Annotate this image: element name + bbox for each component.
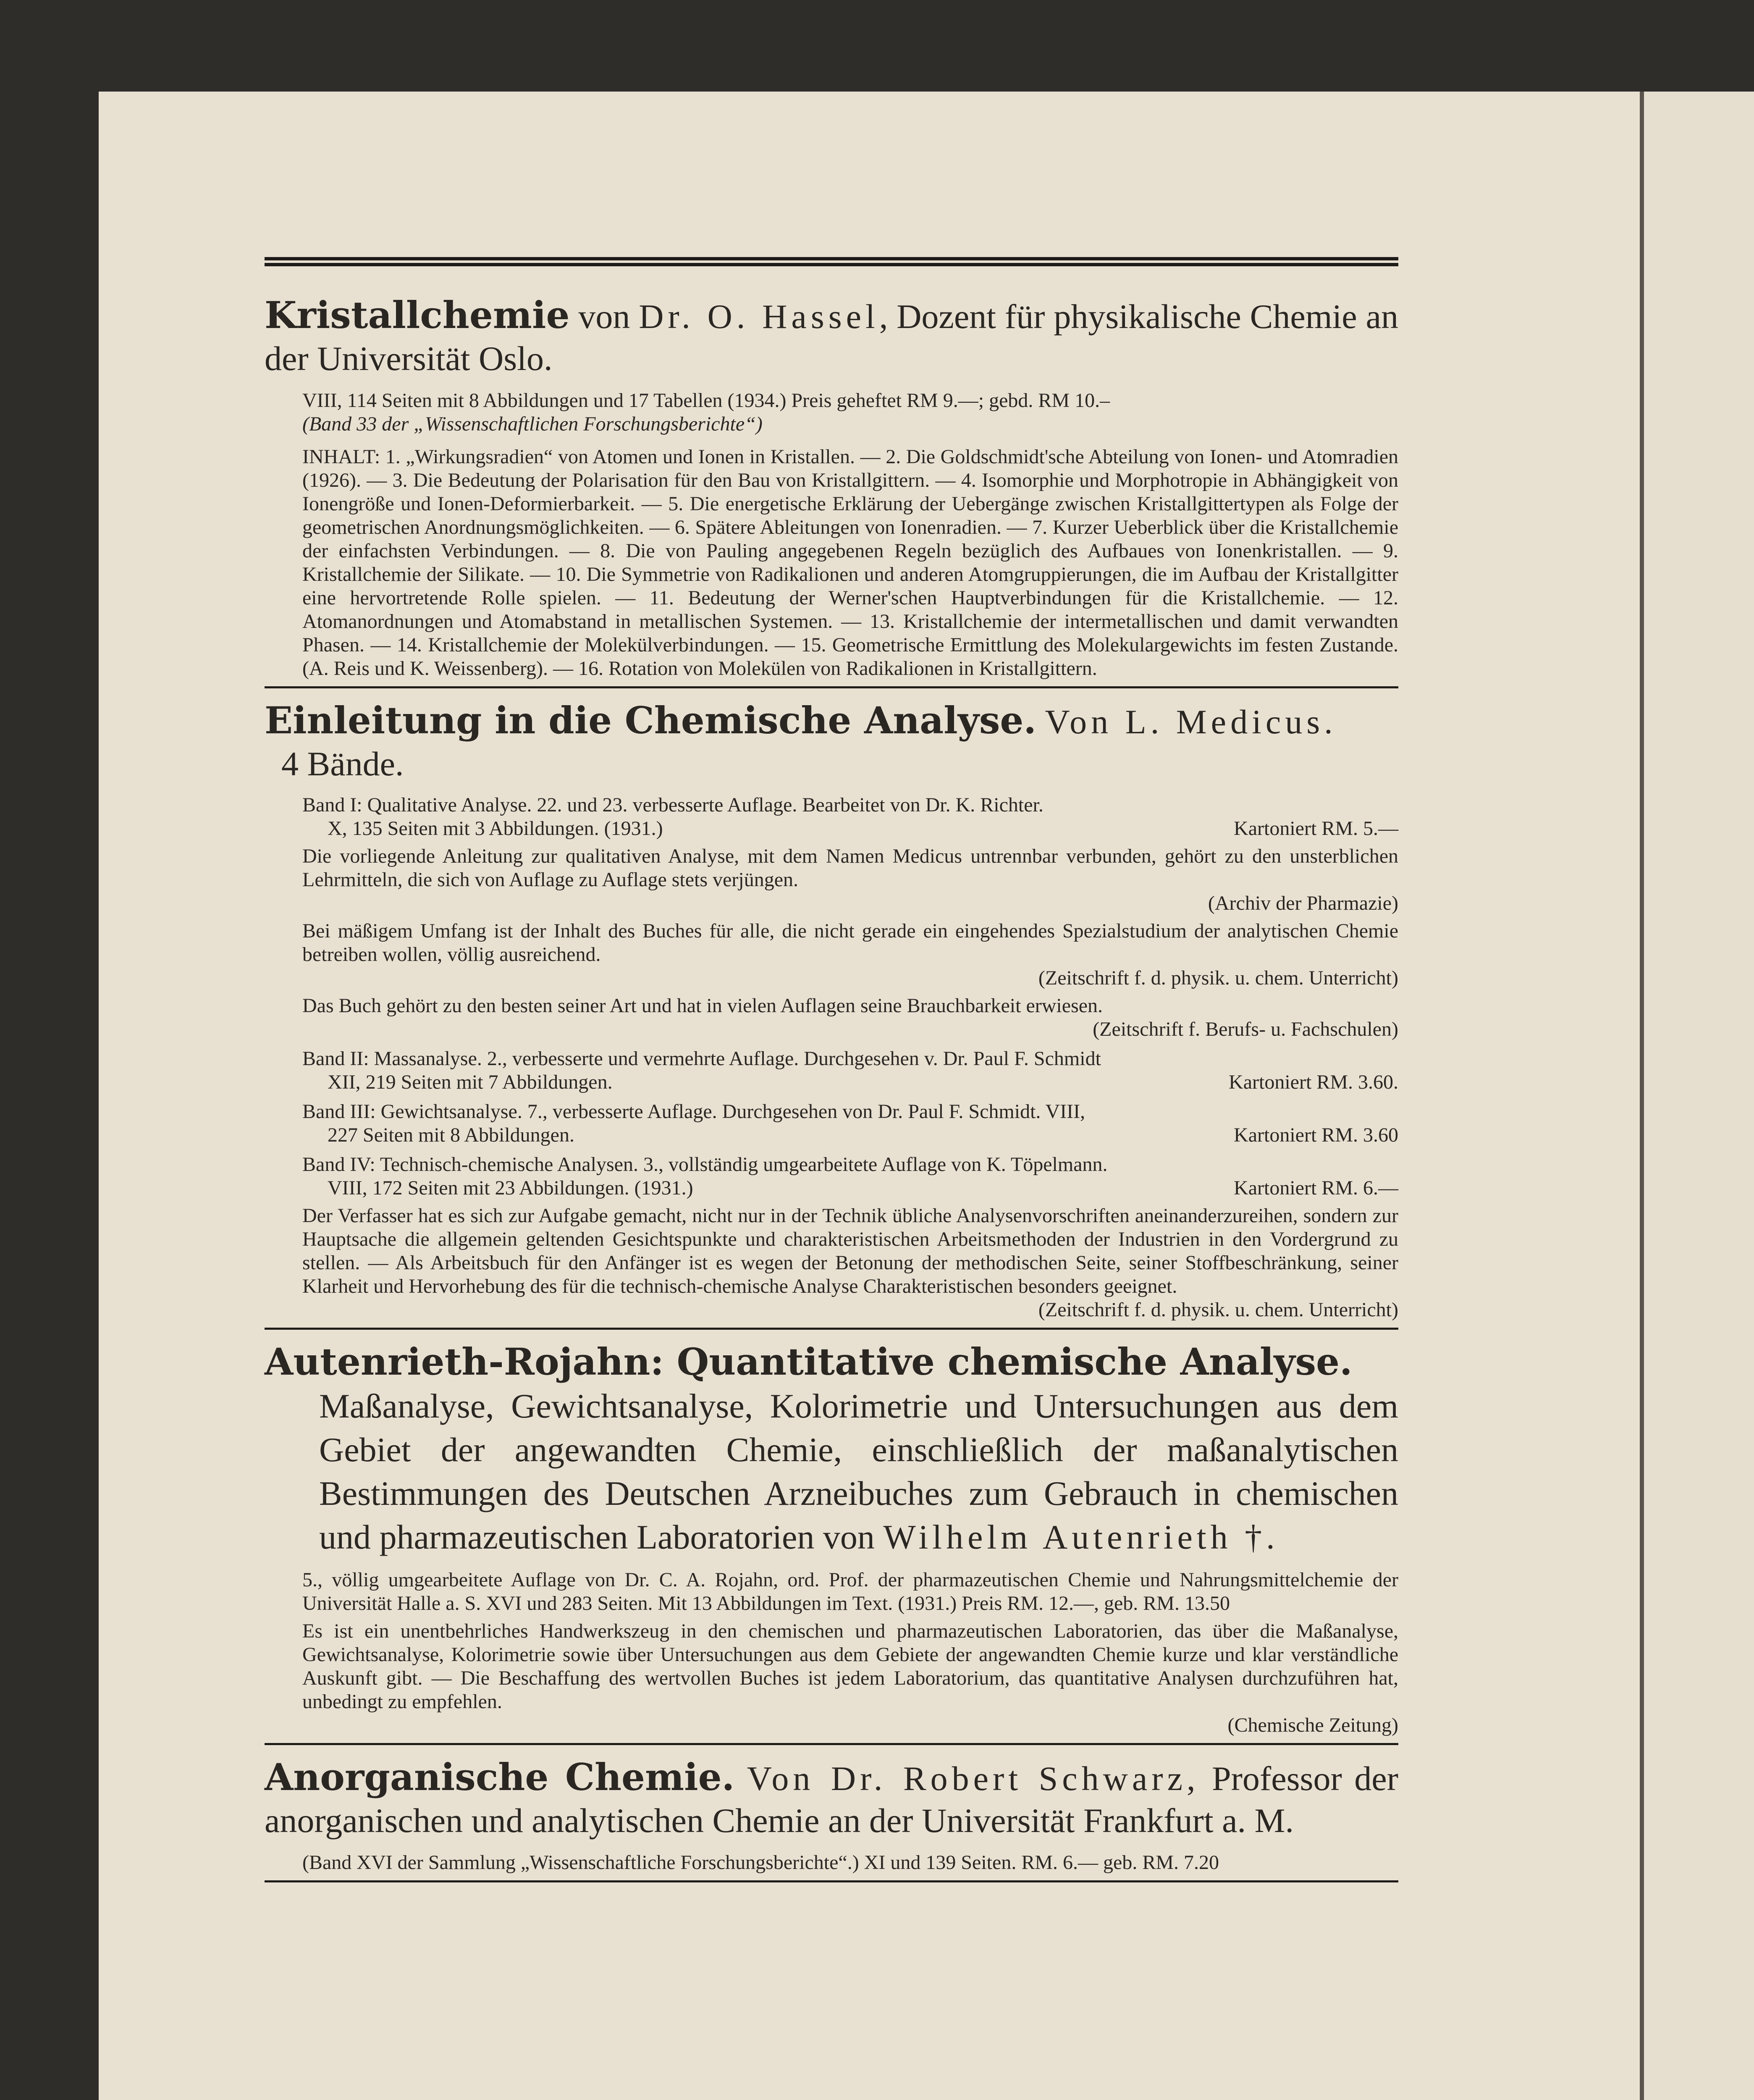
review-quote: Bei mäßigem Umfang ist der Inhalt des Buches für alle, die nicht gerade ein eingehendes Spezialstudium der analytischen Chemie betreiben wollen, völlig ausreichend.: [302, 920, 1398, 966]
entry-kristallchemie: [265, 294, 1398, 680]
entry-details: 5., völlig umgearbeitete Auflage von Dr. C. A. Rojahn, ord. Prof. der pharmazeutischen Chemie und Nahrungsmittelchemie der Universität Halle a. S. XVI und 283 Seiten. Mit 13 Abbildungen im Text. (1931.) Preis RM. 12.—, geb. RM. 13.50: [302, 1569, 1398, 1614]
entry-author: Dr. O. Hassel: [639, 297, 879, 336]
volume-line: Band II: Massanalyse. 2., verbesserte und vermehrte Auflage. Durchgesehen v. Dr. Paul F. Schmidt: [302, 1047, 1101, 1070]
entry-author: Von L. Medicus.: [1045, 703, 1337, 741]
entry-author: Von Dr. Robert Schwarz,: [747, 1759, 1200, 1798]
volume-price: Kartoniert RM. 6.—: [1234, 1177, 1398, 1199]
review-source: (Zeitschrift f. Berufs- u. Fachschulen): [1093, 1018, 1398, 1040]
entry-separator: [265, 1880, 1398, 1882]
volume-price: Kartoniert RM. 5.—: [1234, 817, 1398, 840]
review-source: (Chemische Zeitung): [1227, 1714, 1398, 1736]
entry-medicus: [265, 699, 1398, 1322]
entry-headline: [265, 1756, 1398, 1842]
volume-line: Band I: Qualitative Analyse. 22. und 23. verbesserte Auflage. Bearbeitet von Dr. K. Richter.: [302, 794, 1043, 816]
entry-title: Kristallchemie: [265, 293, 570, 337]
review-quote: Der Verfasser hat es sich zur Aufgabe gemacht, nicht nur in der Technik übliche Analysenvorschriften aneinanderzureihen, sondern zur Hauptsache die allgemein geltenden Gesichtspunkte und charakteristischen Arbeitsmethoden der Industrien in den Vordergrund zu stellen. — Als Arbeitsbuch für den Anfänger ist es wegen der Betonung der methodischen Seite, seiner Stoffbeschränkung, seiner Klarheit und Hervorhebung des für die technisch-chemische Analyse Charakteristischen besonders geeignet.: [302, 1205, 1398, 1297]
entry-separator: [265, 686, 1398, 688]
volume-2: [265, 1047, 1398, 1094]
review-source: (Zeitschrift f. d. physik. u. chem. Unterricht): [1038, 1299, 1398, 1321]
review-quote: Das Buch gehört zu den besten seiner Art und hat in vielen Auflagen seine Brauchbarkeit erwiesen.: [302, 995, 1103, 1017]
entry-separator: [265, 1743, 1398, 1745]
volume-price: Kartoniert RM. 3.60: [1234, 1124, 1398, 1146]
page-gutter: [1640, 92, 1644, 2100]
entry-details: VIII, 114 Seiten mit 8 Abbildungen und 17 Tabellen (1934.) Preis geheftet RM 9.—; gebd. RM 10.–: [302, 389, 1110, 412]
review-quote: Es ist ein unentbehrliches Handwerkszeug in den chemischen und pharmazeutischen Laboratorien, das über die Maßanalyse, Gewichtsanalyse, Kolorimetrie sowie über Untersuchungen aus dem Gebiete der angewandten Chemie kurze und klar verständliche Auskunft gibt. — Die Beschaffung des wertvollen Buches ist jedem Laboratorium, das quantitative Analysen durchzuführen hat, unbedingt zu empfehlen.: [302, 1620, 1398, 1713]
entry-byline: von: [578, 297, 630, 336]
volume-line: Band IV: Technisch-chemische Analysen. 3., vollständig umgearbeitete Auflage von K. Töpelmann.: [302, 1153, 1108, 1176]
volume-pages: X, 135 Seiten mit 3 Abbildungen. (1931.): [328, 817, 663, 840]
entry-series: (Band 33 der „Wissenschaftlichen Forschungsberichte“): [302, 413, 763, 435]
top-double-rule: [265, 257, 1398, 266]
volume-pages: 227 Seiten mit 8 Abbildungen.: [328, 1124, 574, 1146]
volume-pages: VIII, 172 Seiten mit 23 Abbildungen. (1931.): [328, 1177, 693, 1199]
entry-schwarz: [265, 1756, 1398, 1874]
entry-affiliation: , Dozent für physikalische Chemie an der Universität Oslo.: [265, 297, 1398, 378]
review-source: (Zeitschrift f. d. physik. u. chem. Unterricht): [1038, 967, 1398, 989]
volume-1: [265, 793, 1398, 840]
entry-author: Wilhelm Autenrieth †.: [883, 1518, 1279, 1556]
entry-title: Einleitung in die Chemische Analyse.: [265, 698, 1037, 742]
volume-3: [265, 1100, 1398, 1147]
entry-contents: INHALT: 1. „Wirkungsradien“ von Atomen und Ionen in Kristallen. — 2. Die Goldschmidt'sche Abteilung von Ionen- und Atomradien (1926). — 3. Die Bedeutung der Polarisation für den Bau von Kristallgittern. — 4. Isomorphie und Morphotropie in Abhängigkeit von Ionengröße und Ionen-Deformierbarkeit. — 5. Die energetische Erklärung der Uebergänge zwischen Kristallgittertypen als Folge der geometrischen Anordnungsmöglichkeiten. — 6. Spätere Ableitungen von Ionenradien. — 7. Kurzer Ueberblick über die Kristallchemie der einfachsten Verbindungen. — 8. Die von Pauling angegebenen Regeln bezüglich des Aufbaues von Ionenkristallen. — 9. Kristallchemie der Silikate. — 10. Die Symmetrie von Radikalionen und anderen Atomgruppierungen, die im Aufbau der Kristallgitter eine hervortretende Rolle spielen. — 11. Bedeutung der Werner'schen Hauptverbindungen für die Kristallchemie. — 12. Atomanordnungen und Atomabstand in metallischen Systemen. — 13. Kristallchemie der intermetallischen und damit verwandten Phasen. — 14. Kristallchemie der Molekülverbindungen. — 15. Geometrische Ermittlung des Molekulargewichts im festen Zustande. (A. Reis und K. Weissenberg). — 16. Rotation von Molekülen von Radikalionen in Kristallgittern.: [302, 446, 1398, 680]
review-quote: Die vorliegende Anleitung zur qualitativen Analyse, mit dem Namen Medicus untrennbar verbunden, gehört zu den unsterblichen Lehrmitteln, die sich von Auflage zu Auflage stets verjüngen.: [302, 845, 1398, 891]
entry-volumes: 4 Bände.: [281, 745, 404, 783]
entry-headline: [265, 699, 1398, 743]
entry-affiliation: Professor der anorganischen und analytischen Chemie an der Universität Frankfurt a. M.: [265, 1759, 1398, 1840]
review-source: (Archiv der Pharmazie): [1208, 892, 1398, 914]
volume-line: Band III: Gewichtsanalyse. 7., verbesserte Auflage. Durchgesehen von Dr. Paul F. Schmidt. VIII,: [302, 1100, 1085, 1123]
entry-subtitle: [265, 1384, 1398, 1559]
entry-separator: [265, 1328, 1398, 1330]
entry-autenrieth: [265, 1341, 1398, 1737]
advertisement-content: [265, 294, 1398, 1893]
entry-title-text: Autenrieth-Rojahn: Quantitative chemische Analyse.: [265, 1340, 1353, 1383]
volume-pages: XII, 219 Seiten mit 7 Abbildungen.: [328, 1071, 613, 1093]
entry-title: [265, 1341, 1398, 1384]
entry-details: (Band XVI der Sammlung „Wissenschaftliche Forschungsberichte“.) XI und 139 Seiten. RM. 6.— geb. RM. 7.20: [302, 1851, 1219, 1874]
entry-title: Anorganische Chemie.: [265, 1755, 735, 1799]
next-page-edge: [1644, 92, 1754, 2100]
volume-price: Kartoniert RM. 3.60.: [1229, 1071, 1398, 1093]
entry-headline: [265, 294, 1398, 380]
entry-subtitle-text: Maßanalyse, Gewichtsanalyse, Kolorimetrie und Untersuchungen aus dem Gebiet der angewandten Chemie, einschließlich der maßanalytischen Bestimmungen des Deutschen Arzneibuches zum Gebrauch in chemischen und pharmazeutischen Laboratorien von: [319, 1387, 1398, 1556]
volume-4: [265, 1153, 1398, 1200]
